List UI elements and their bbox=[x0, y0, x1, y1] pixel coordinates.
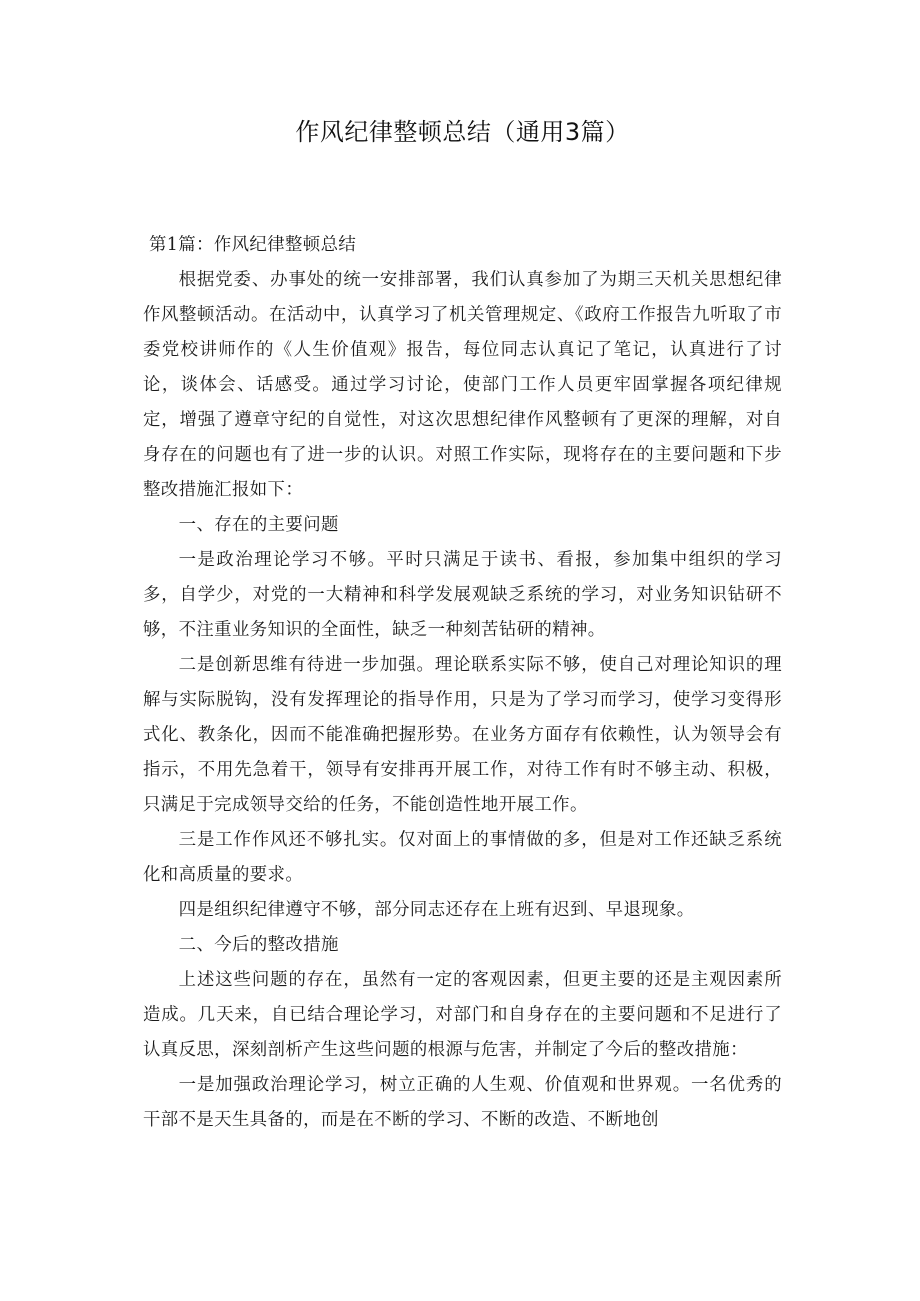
paragraph-intro: 根据党委、办事处的统一安排部署，我们认真参加了为期三天机关思想纪律作风整顿活动。在活动中，认真学习了机关管理规定、《政府工作报告九听取了市委党校讲师作的《人生价值观》报告，每位同志认真记了笔记，认真进行了讨论，谈体会、话感受。通过学习讨论，使部门工作人员更牢固掌握各项纪律规定，增强了遵章守纪的自觉性，对这次思想纪律作风整顿有了更深的理解，对自身存在的问题也有了进一步的认识。对照工作实际，现将存在的主要问题和下步整改措施汇报如下： bbox=[143, 270, 782, 500]
paragraph-problem-4: 四是组织纪律遵守不够，部分同志还存在上班有迟到、早退现象。 bbox=[178, 900, 695, 920]
paragraph-problem-1: 一是政治理论学习不够。平时只满足于读书、看报，参加集中组织的学习多，自学少，对党的一大精神和科学发展观缺乏系统的学习，对业务知识钻研不够，不注重业务知识的全面性，缺乏一种刻苦钻研的精神。 bbox=[143, 550, 782, 640]
document-title: 作风纪律整顿总结（通用3篇） bbox=[295, 118, 630, 146]
paragraph-measures-intro: 上述这些问题的存在，虽然有一定的客观因素，但更主要的还是主观因素所造成。几天来，自已结合理论学习，对部门和自身存在的主要问题和不足进行了认真反思，深刻剖析产生这些问题的根源与危害，并制定了今后的整改措施： bbox=[143, 970, 782, 1060]
paragraph-problem-3: 三是工作作风还不够扎实。仅对面上的事情做的多，但是对工作还缺乏系统化和高质量的要求。 bbox=[143, 830, 782, 885]
subheading-rectification-measures: 二、今后的整改措施 bbox=[178, 935, 339, 955]
paragraph-problem-2: 二是创新思维有待进一步加强。理论联系实际不够，使自己对理论知识的理解与实际脱钩，没有发挥理论的指导作用，只是为了学习而学习，使学习变得形式化、教条化，因而不能准确把握形势。在业务方面存有依赖性，认为领导会有指示，不用先急着干，领导有安排再开展工作，对待工作有时不够主动、积极，只满足于完成领导交给的任务，不能创造性地开展工作。 bbox=[143, 655, 782, 815]
article-body bbox=[143, 228, 782, 1138]
paragraph-measure-1: 一是加强政治理论学习，树立正确的人生观、价值观和世界观。一名优秀的干部不是天生具备的，而是在不断的学习、不断的改造、不断地创 bbox=[143, 1075, 782, 1130]
section-heading: 第1篇：作风纪律整顿总结 bbox=[149, 235, 357, 255]
subheading-main-problems: 一、存在的主要问题 bbox=[178, 515, 339, 535]
